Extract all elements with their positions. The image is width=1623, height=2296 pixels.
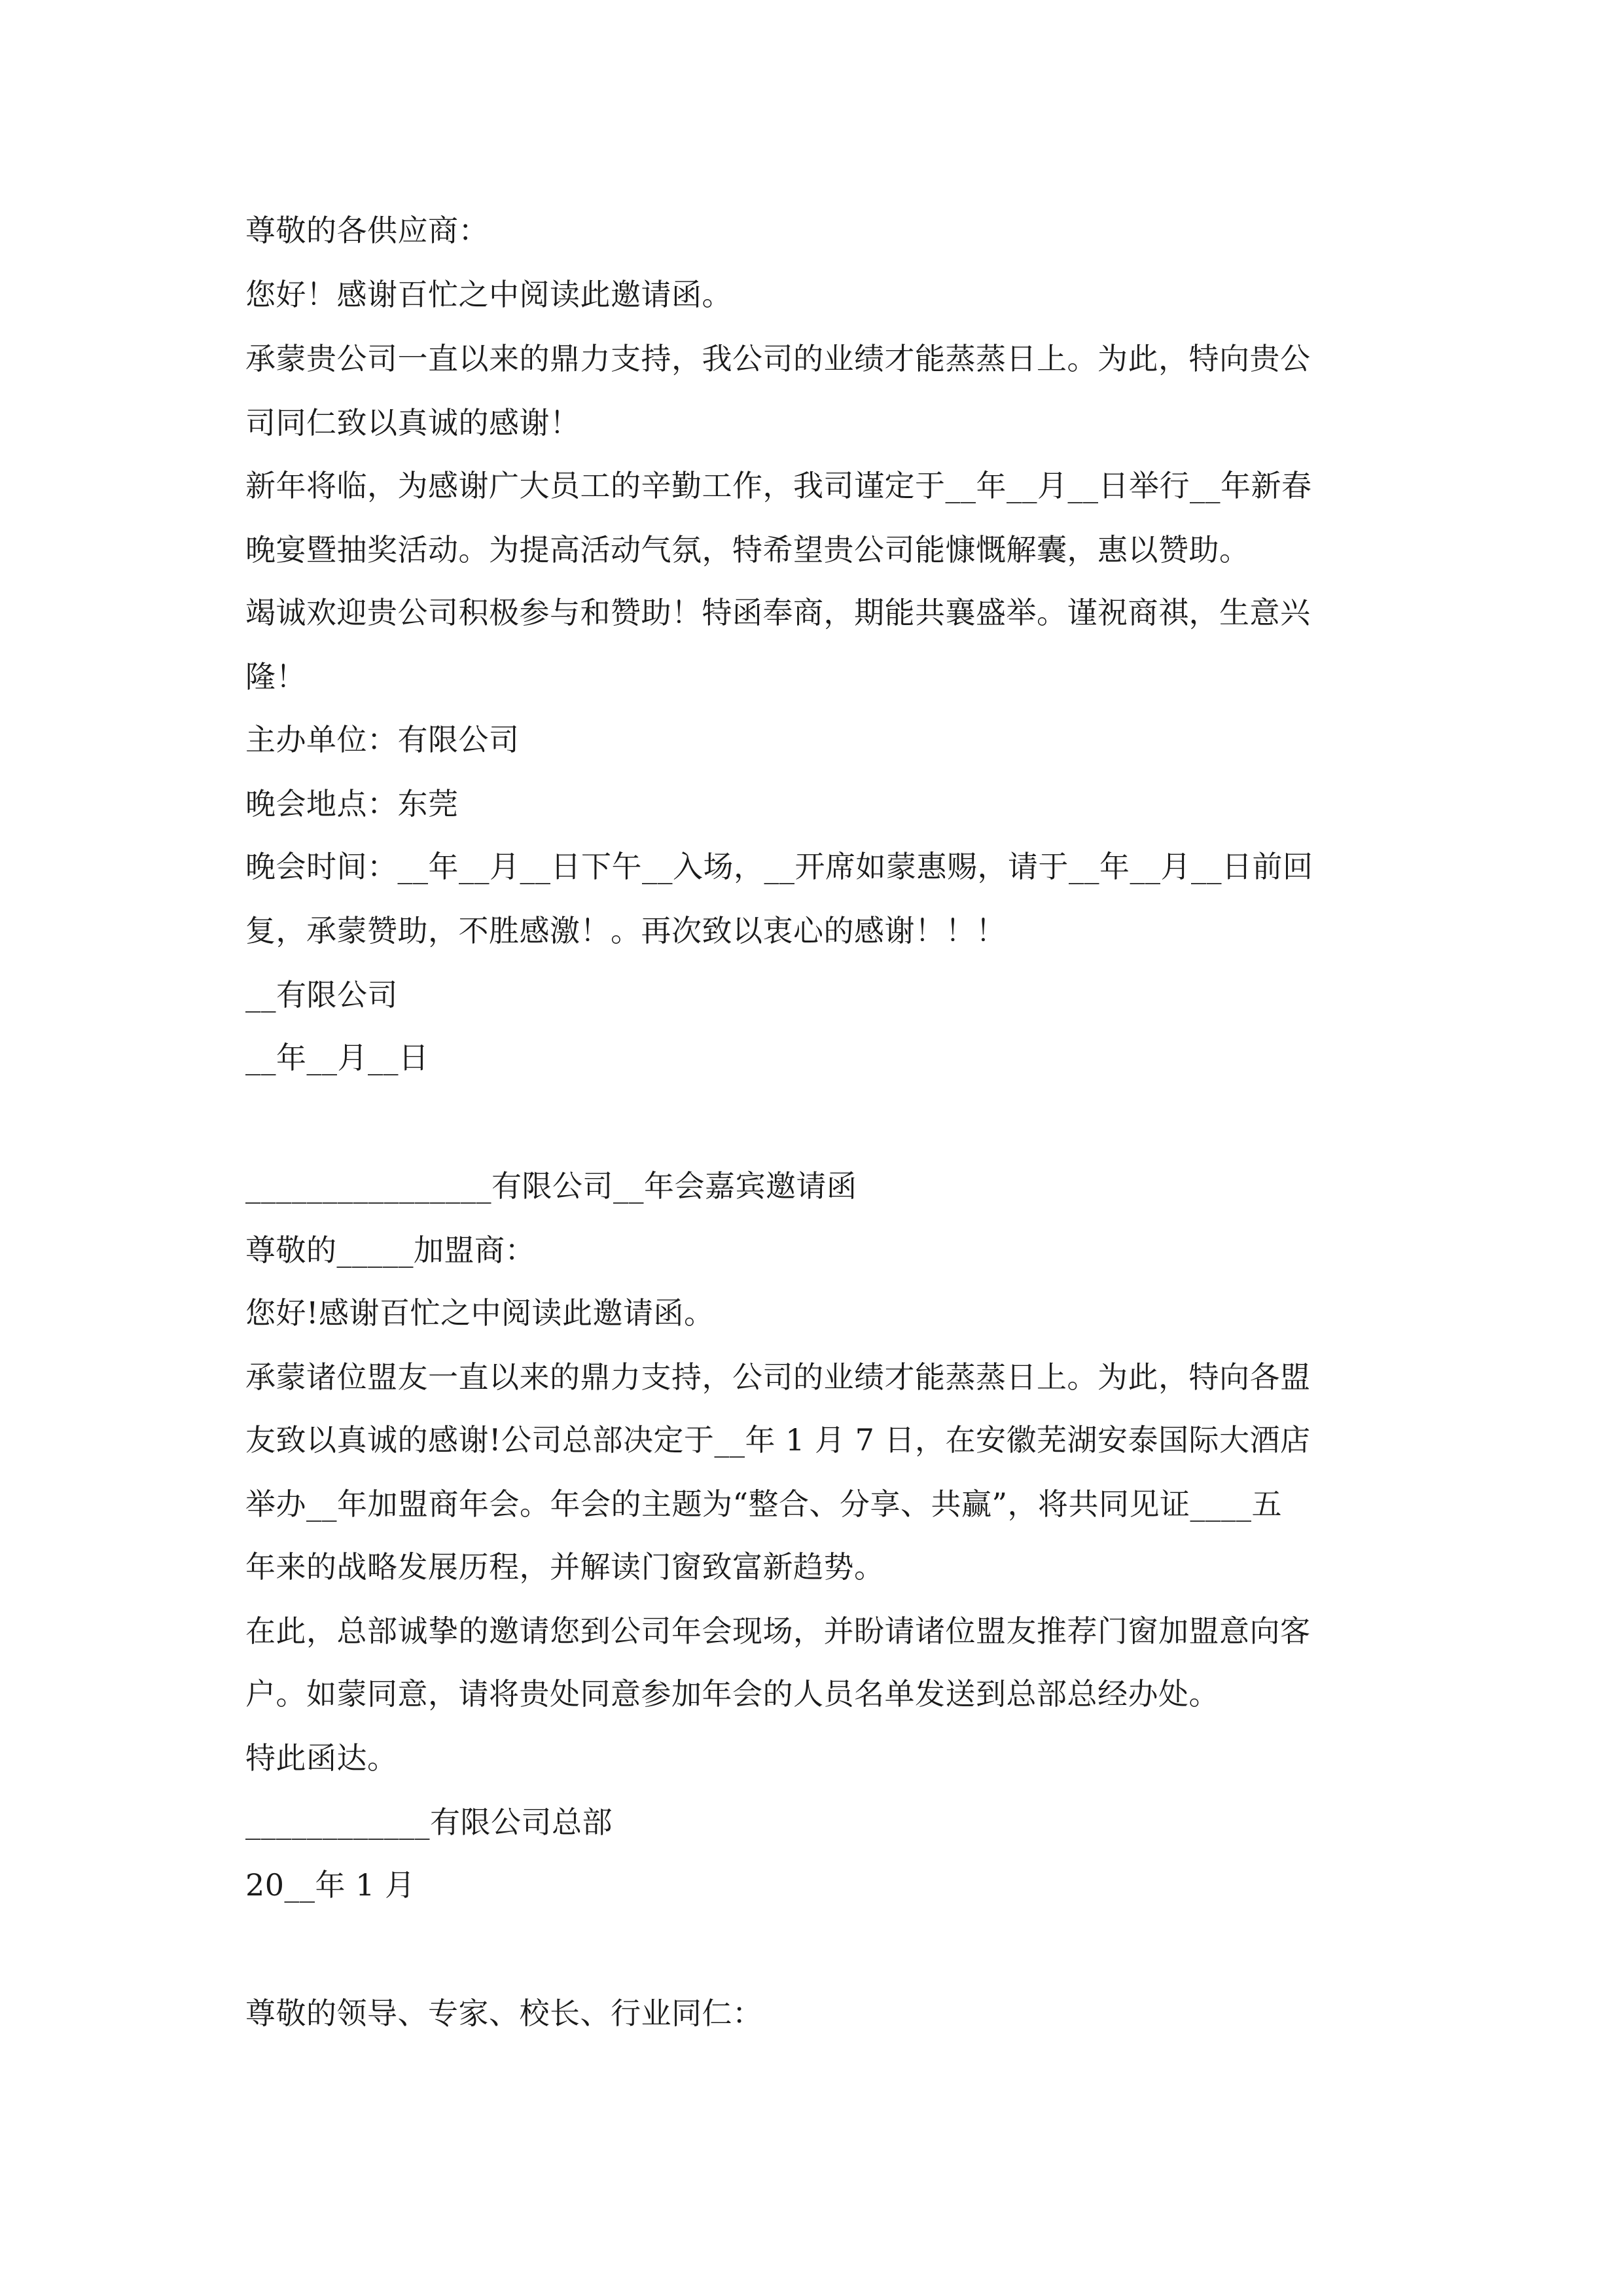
letter1-time-line2: 复，承蒙赞助，不胜感激！。再次致以衷心的感谢！！！ [245, 913, 1007, 948]
letter2-para2-line2: 户。如蒙同意，请将贵处同意参加年会的人员名单发送到总部总经办处。 [245, 1676, 1219, 1712]
letter1-signature: __有限公司 [245, 977, 398, 1013]
letter1-time-line1: 晚会时间：__年__月__日下午__入场，__开席如蒙惠赐，请于__年__月__日前回 [245, 849, 1313, 884]
letter2-signature: ____________有限公司总部 [245, 1804, 613, 1840]
letter2-closing: 特此函达。 [245, 1740, 398, 1776]
letter2-hello: 您好!感谢百忙之中阅读此邀请函。 [245, 1295, 715, 1331]
letter2-para1-line4: 年来的战略发展历程，并解读门窗致富新趋势。 [245, 1549, 885, 1585]
letter1-para2-line2: 晚宴暨抽奖活动。为提高活动气氛，特希望贵公司能慷慨解囊，惠以赞助。 [245, 532, 1250, 567]
letter1-para3-line1: 竭诚欢迎贵公司积极参与和赞助！特函奉商，期能共襄盛举。谨祝商祺，生意兴 [245, 595, 1311, 630]
letter1-para1-line1: 承蒙贵公司一直以来的鼎力支持，我公司的业绩才能蒸蒸日上。为此，特向贵公 [245, 341, 1311, 376]
letter2-date: 20__年 1 月 [245, 1867, 416, 1903]
letter2-para2-line1: 在此，总部诚挚的邀请您到公司年会现场，并盼请诸位盟友推荐门窗加盟意向客 [245, 1613, 1311, 1649]
letter3-greeting: 尊敬的领导、专家、校长、行业同仁： [245, 1996, 763, 2031]
letter1-hello: 您好！感谢百忙之中阅读此邀请函。 [245, 277, 732, 312]
letter1-para2-line1: 新年将临，为感谢广大员工的辛勤工作，我司谨定于__年__月__日举行__年新春 [245, 468, 1312, 503]
letter2-title: ________________有限公司__年会嘉宾邀请函 [245, 1168, 857, 1204]
letter2-greeting: 尊敬的_____加盟商： [245, 1232, 535, 1268]
letter2-para1-line2: 友致以真诚的感谢!公司总部决定于__年 1 月 7 日，在安徽芜湖安泰国际大酒店 [245, 1422, 1311, 1458]
letter1-venue: 晚会地点：东莞 [245, 786, 459, 821]
letter1-para3-line2: 隆！ [245, 659, 306, 694]
letter1-organizer: 主办单位：有限公司 [245, 722, 520, 757]
letter1-date: __年__月__日 [245, 1040, 429, 1075]
letter2-para1-line3: 举办__年加盟商年会。年会的主题为“整合、分享、共赢”，将共同见证____五 [245, 1486, 1283, 1522]
letter2-para1-line1: 承蒙诸位盟友一直以来的鼎力支持，公司的业绩才能蒸蒸日上。为此，特向各盟 [245, 1359, 1311, 1395]
letter1-greeting: 尊敬的各供应商： [245, 213, 489, 248]
letter1-para1-line2: 司同仁致以真诚的感谢！ [245, 405, 580, 440]
